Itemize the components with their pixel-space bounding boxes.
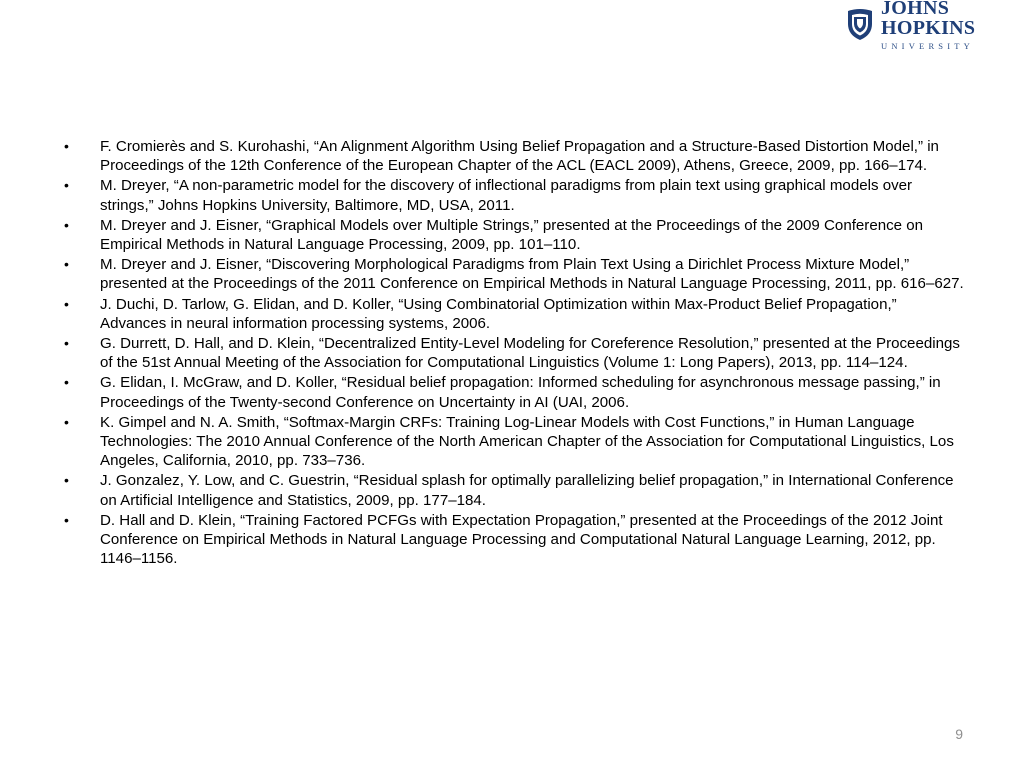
reference-item-3: • M. Dreyer and J. Eisner, “Graphical Models over Multiple Strings,” presented at the Proceedings of the 2009 Conference on Empirical Methods in Natural Language Processing, 2009, pp. 101–110. (64, 216, 964, 254)
jhu-logo (845, 0, 1000, 51)
reference-item-2: • M. Dreyer, “A non-parametric model for the discovery of inflectional paradigms from plain text using graphical models over strings,” Johns Hopkins University, Baltimore, MD, USA, 2011. (64, 176, 964, 214)
page-number: 9 (955, 726, 963, 742)
reference-list (64, 137, 964, 569)
reference-item-6: • G. Durrett, D. Hall, and D. Klein, “Decentralized Entity-Level Modeling for Coreference Resolution,” presented at the Proceedings of the 51st Annual Meeting of the Association for Computational Linguistics (Volume 1: Long Papers), 2013, pp. 114–124. (64, 334, 964, 372)
logo-subtitle: UNIVERSITY (881, 40, 974, 51)
jhu-shield-icon (845, 7, 875, 41)
reference-item-5: • J. Duchi, D. Tarlow, G. Elidan, and D. Koller, “Using Combinatorial Optimization within Max-Product Belief Propagation,” Advances in neural information processing systems, 2006. (64, 295, 964, 333)
logo-text (881, 0, 1000, 50)
reference-item-10: • D. Hall and D. Klein, “Training Factored PCFGs with Expectation Propagation,” presented at the Proceedings of the 2012 Joint Conference on Empirical Methods in Natural Language Processing and Computational Natural Language Learning, 2012, pp. 1146–1156. (64, 511, 964, 569)
logo-title: JOHNS HOPKINS (881, 0, 976, 39)
reference-item-1: • F. Cromierès and S. Kurohashi, “An Alignment Algorithm Using Belief Propagation and a Structure-Based Distortion Model,” in Proceedings of the 12th Conference of the European Chapter of the ACL (EACL 2009), Athens, Greece, 2009, pp. 166–174. (64, 137, 964, 175)
reference-item-7: • G. Elidan, I. McGraw, and D. Koller, “Residual belief propagation: Informed scheduling for asynchronous message passing,” in Proceedings of the Twenty-second Conference on Uncertainty in AI (UAI, 2006. (64, 373, 964, 411)
reference-item-4: • M. Dreyer and J. Eisner, “Discovering Morphological Paradigms from Plain Text Using a Dirichlet Process Mixture Model,” presented at the Proceedings of the 2011 Conference on Empirical Methods in Natural Language Processing, 2011, pp. 616–627. (64, 255, 964, 293)
reference-item-8: • K. Gimpel and N. A. Smith, “Softmax-Margin CRFs: Training Log-Linear Models with Cost Functions,” in Human Language Technologies: The 2010 Annual Conference of the North American Chapter of the Association for Computational Linguistics, Los Angeles, California, 2010, pp. 733–736. (64, 413, 964, 471)
reference-item-9: • J. Gonzalez, Y. Low, and C. Guestrin, “Residual splash for optimally parallelizing belief propagation,” in International Conference on Artificial Intelligence and Statistics, 2009, pp. 177–184. (64, 471, 964, 509)
